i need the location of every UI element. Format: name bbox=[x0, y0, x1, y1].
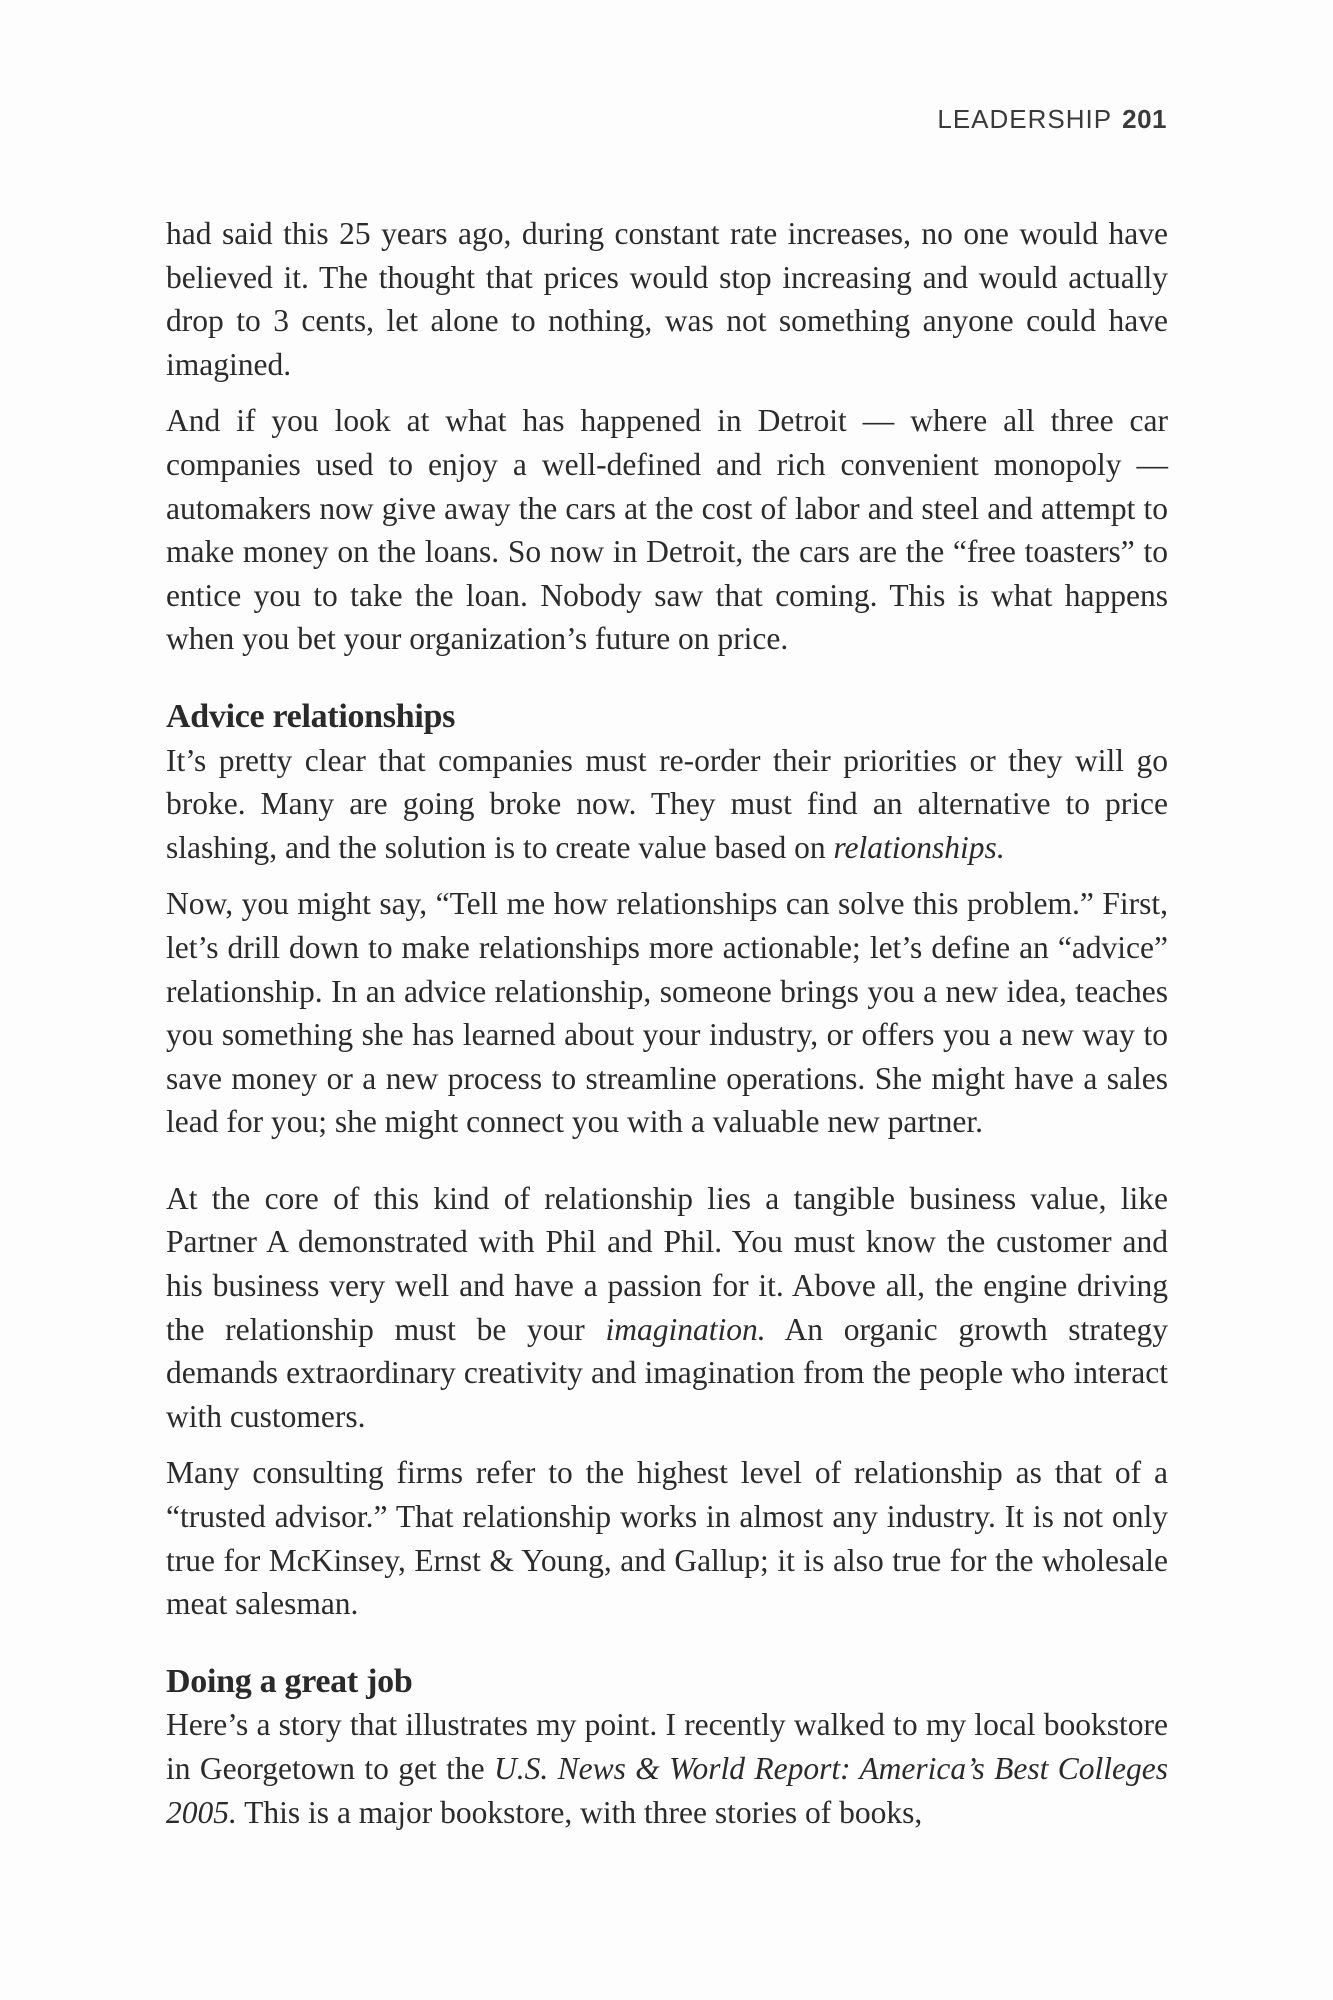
emphasis: imagination. bbox=[605, 1311, 766, 1347]
section-heading: Advice relationships bbox=[166, 697, 456, 735]
paragraph: Now, you might say, “Tell me how relationships can solve this problem.” First, let’s drill down to make relationships more actionable; let’s define an “advice” relationship. In an advice relationship, someone brings you a new idea, teaches you something she has learned about your industry, or offers you a new way to save money or a new process to streamline operations. She might have a sales lead for you; she might connect you with a valuable new partner. bbox=[166, 886, 1168, 1140]
paragraph: Here’s a story that illustrates my point. I recently walked to my local bookstore in Georgetown to get the U.S. News & World Report: America’s Best Colleges 2005. This is a major bookstore, with three stories of books, bbox=[166, 1707, 1168, 1830]
emphasis: U.S. News & World Report: America’s Best Colleges 2005. bbox=[166, 1751, 1168, 1830]
paragraph: At the core of this kind of relationship lies a tangible business value, like Partner A demonstrated with Phil and Phil. You must know the customer and his business very well and have a passion for it. Above all, the engine driving the relationship must be your imagination. An organic growth strategy demands extraordinary creativity and imagination from the people who interact with customers. bbox=[166, 1180, 1168, 1434]
page-number: 201 bbox=[1122, 104, 1167, 134]
body-text bbox=[166, 212, 1168, 1847]
paragraph: had said this 25 years ago, during constant rate increases, no one would have believed it. The thought that prices would stop increasing and would actually drop to 3 cents, let alone to nothing, was not something anyone could have imagined. bbox=[166, 216, 1168, 382]
section-heading: Doing a great job bbox=[166, 1662, 413, 1700]
section-title: LEADERSHIP bbox=[937, 104, 1113, 134]
paragraph: And if you look at what has happened in Detroit — where all three car companies used to enjoy a well-defined and rich convenient monopoly — automakers now give away the cars at the cost of labor and steel and attempt to make money on the loans. So now in Detroit, the cars are the “free toasters” to entice you to take the loan. Nobody saw that coming. This is what happens when you bet your organization’s future on price. bbox=[166, 403, 1168, 657]
emphasis: relationships. bbox=[833, 829, 1005, 865]
running-head bbox=[937, 104, 1167, 135]
paragraph: Many consulting firms refer to the highest level of relationship as that of a “trusted advisor.” That relationship works in almost any industry. It is not only true for McKinsey, Ernst & Young, and Gallup; it is also true for the wholesale meat salesman. bbox=[166, 1455, 1168, 1622]
paragraph: It’s pretty clear that companies must re-order their priorities or they will go broke. Many are going broke now. They must find an alternative to price slashing, and the solution is to create value based on relationships. bbox=[166, 742, 1168, 865]
